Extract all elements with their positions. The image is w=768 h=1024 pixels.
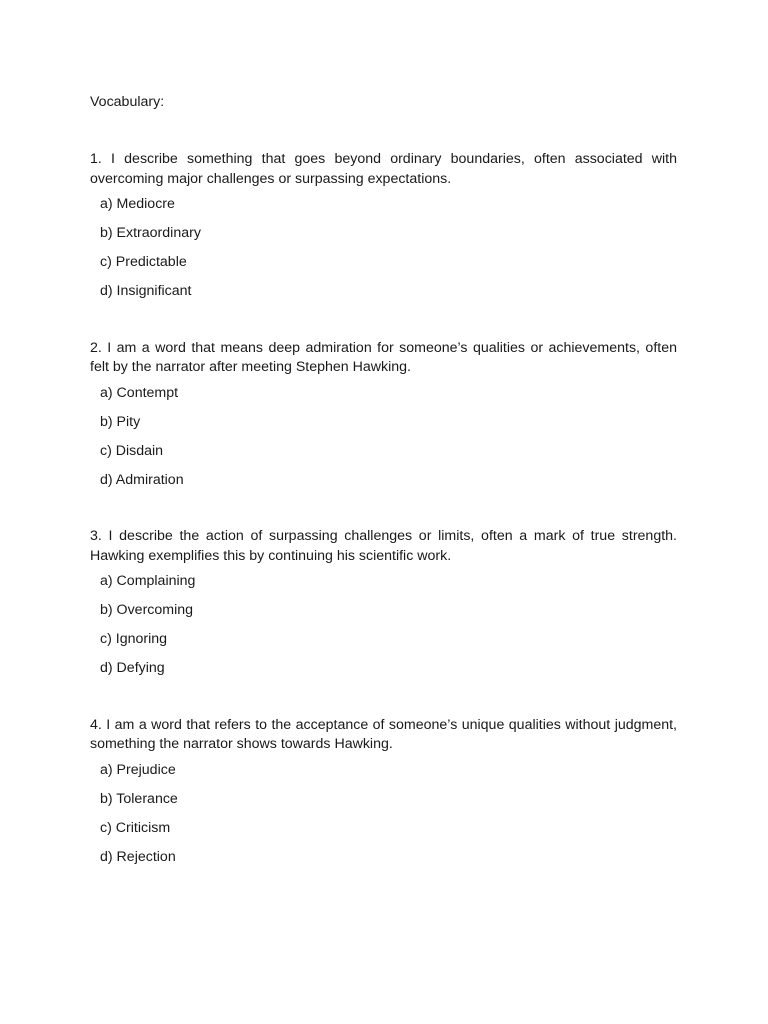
option-item: a) Contempt xyxy=(100,384,179,401)
option-item: a) Mediocre xyxy=(100,196,175,212)
question-2 xyxy=(90,339,677,491)
question-3 xyxy=(90,527,677,679)
option-item: b) Overcoming xyxy=(100,602,194,618)
option-item: b) Tolerance xyxy=(100,790,178,807)
question-stem: 1. I describe something that goes beyond ordinary boundaries, often associated with overcoming major challenges or surpassing expectations. xyxy=(90,151,677,187)
document-page xyxy=(90,92,677,867)
option-item: a) Prejudice xyxy=(100,761,176,778)
question-stem: 2. I am a word that means deep admiration for someone’s qualities or achievements, often felt by the narrator after meeting Stephen Hawking. xyxy=(90,339,677,375)
option-item: b) Pity xyxy=(100,413,141,430)
option-item: c) Ignoring xyxy=(100,631,168,647)
option-item: d) Admiration xyxy=(100,471,184,488)
question-stem: 4. I am a word that refers to the acceptance of someone’s unique qualities without judgment, something the narrator shows towards Hawking. xyxy=(90,716,677,752)
option-item: a) Complaining xyxy=(100,573,196,589)
question-4 xyxy=(90,716,677,868)
option-item: d) Defying xyxy=(100,660,165,676)
option-item: c) Criticism xyxy=(100,819,171,836)
option-item: b) Extraordinary xyxy=(100,225,201,241)
option-list xyxy=(90,195,677,302)
option-list xyxy=(90,761,677,868)
option-item: c) Predictable xyxy=(100,254,187,270)
option-item: d) Insignificant xyxy=(100,283,192,299)
option-list xyxy=(90,572,677,679)
document-heading: Vocabulary: xyxy=(90,94,165,110)
option-list xyxy=(90,384,677,491)
question-stem: 3. I describe the action of surpassing challenges or limits, often a mark of true strength. Hawking exemplifies this by continuing his scientific work. xyxy=(90,528,677,564)
option-item: d) Rejection xyxy=(100,848,176,865)
option-item: c) Disdain xyxy=(100,442,164,459)
question-1 xyxy=(90,150,677,302)
